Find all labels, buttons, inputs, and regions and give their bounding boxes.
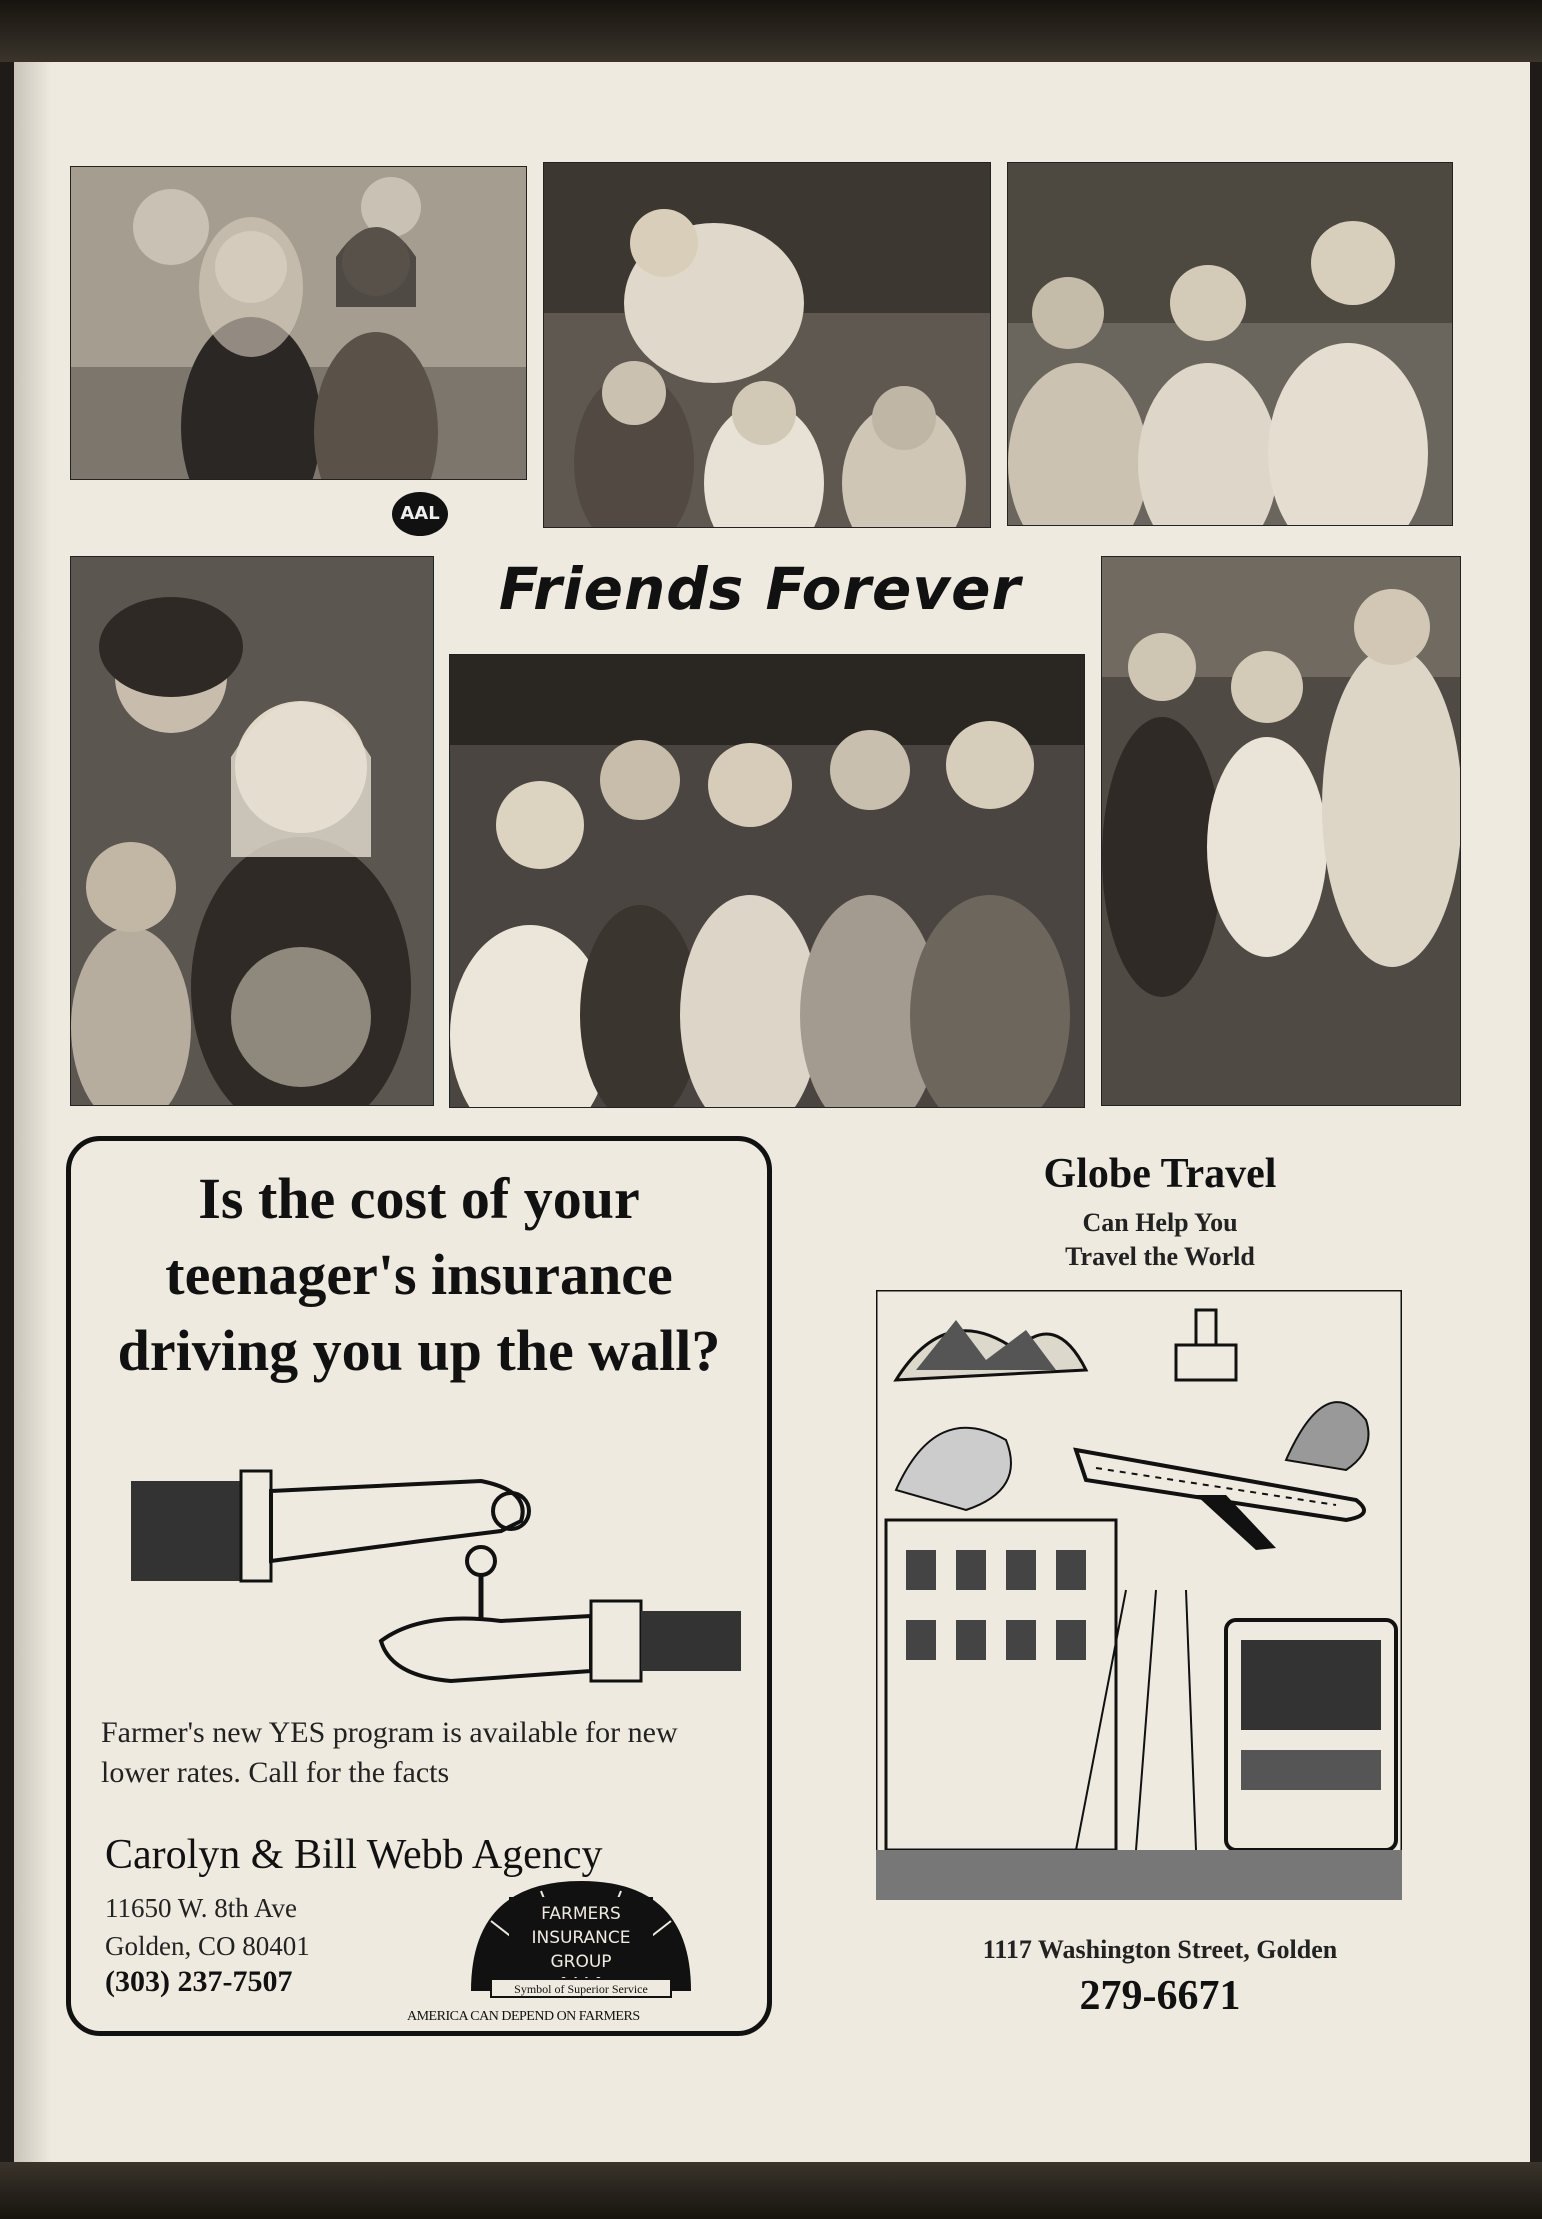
hand-giving-keys-illustration	[121, 1451, 761, 1691]
photo-mother-and-girls	[70, 556, 434, 1106]
globe-travel-subtitle	[860, 1206, 1460, 1274]
photo-two-girls	[70, 166, 527, 480]
photo-three-girls	[1007, 162, 1453, 526]
binding-gutter	[14, 62, 52, 2162]
collage-title: Friends Forever	[498, 555, 1022, 623]
globe-travel-name: Globe Travel	[1043, 1151, 1277, 1197]
logo-line-3: GROUP	[550, 1952, 612, 1972]
agency-phone: (303) 237-7507	[105, 1965, 293, 1998]
globe-travel-phone: 279-6671	[1079, 1973, 1241, 2019]
ad-headline: Is the cost of your teenager's insurance driving you up the wall?	[117, 1166, 721, 1383]
globe-travel-address: 1117 Washington Street, Golden	[982, 1935, 1338, 1964]
farmers-tagline: AMERICA CAN DEPEND ON FARMERS	[401, 2009, 646, 2025]
farmers-insurance-logo	[451, 1861, 711, 2011]
ad-body-text: Farmer's new YES program is available for new lower rates. Call for the facts	[101, 1716, 678, 1789]
farmers-insurance-ad	[66, 1136, 772, 2036]
page-edge-bottom	[0, 2162, 1542, 2219]
photo-five-girls-tent	[449, 654, 1085, 1108]
subtitle-line-2: Travel the World	[1065, 1242, 1255, 1271]
aal-logo-badge: AAL	[392, 492, 448, 536]
photo-five-girls	[543, 162, 991, 528]
subtitle-line-1: Can Help You	[1082, 1208, 1238, 1237]
logo-line-1: FARMERS	[541, 1904, 621, 1924]
address-line-2: Golden, CO 80401	[105, 1931, 310, 1961]
agency-name: Carolyn & Bill Webb Agency	[105, 1832, 603, 1878]
travel-collage-illustration	[876, 1290, 1402, 1900]
photo-three-girls-outdoors	[1101, 556, 1461, 1106]
logo-line-2: INSURANCE	[531, 1928, 631, 1948]
address-line-1: 11650 W. 8th Ave	[105, 1893, 298, 1923]
agency-address	[105, 1889, 310, 1965]
page-edge-top	[0, 0, 1542, 62]
logo-motto: Symbol of Superior Service	[514, 1982, 648, 1996]
